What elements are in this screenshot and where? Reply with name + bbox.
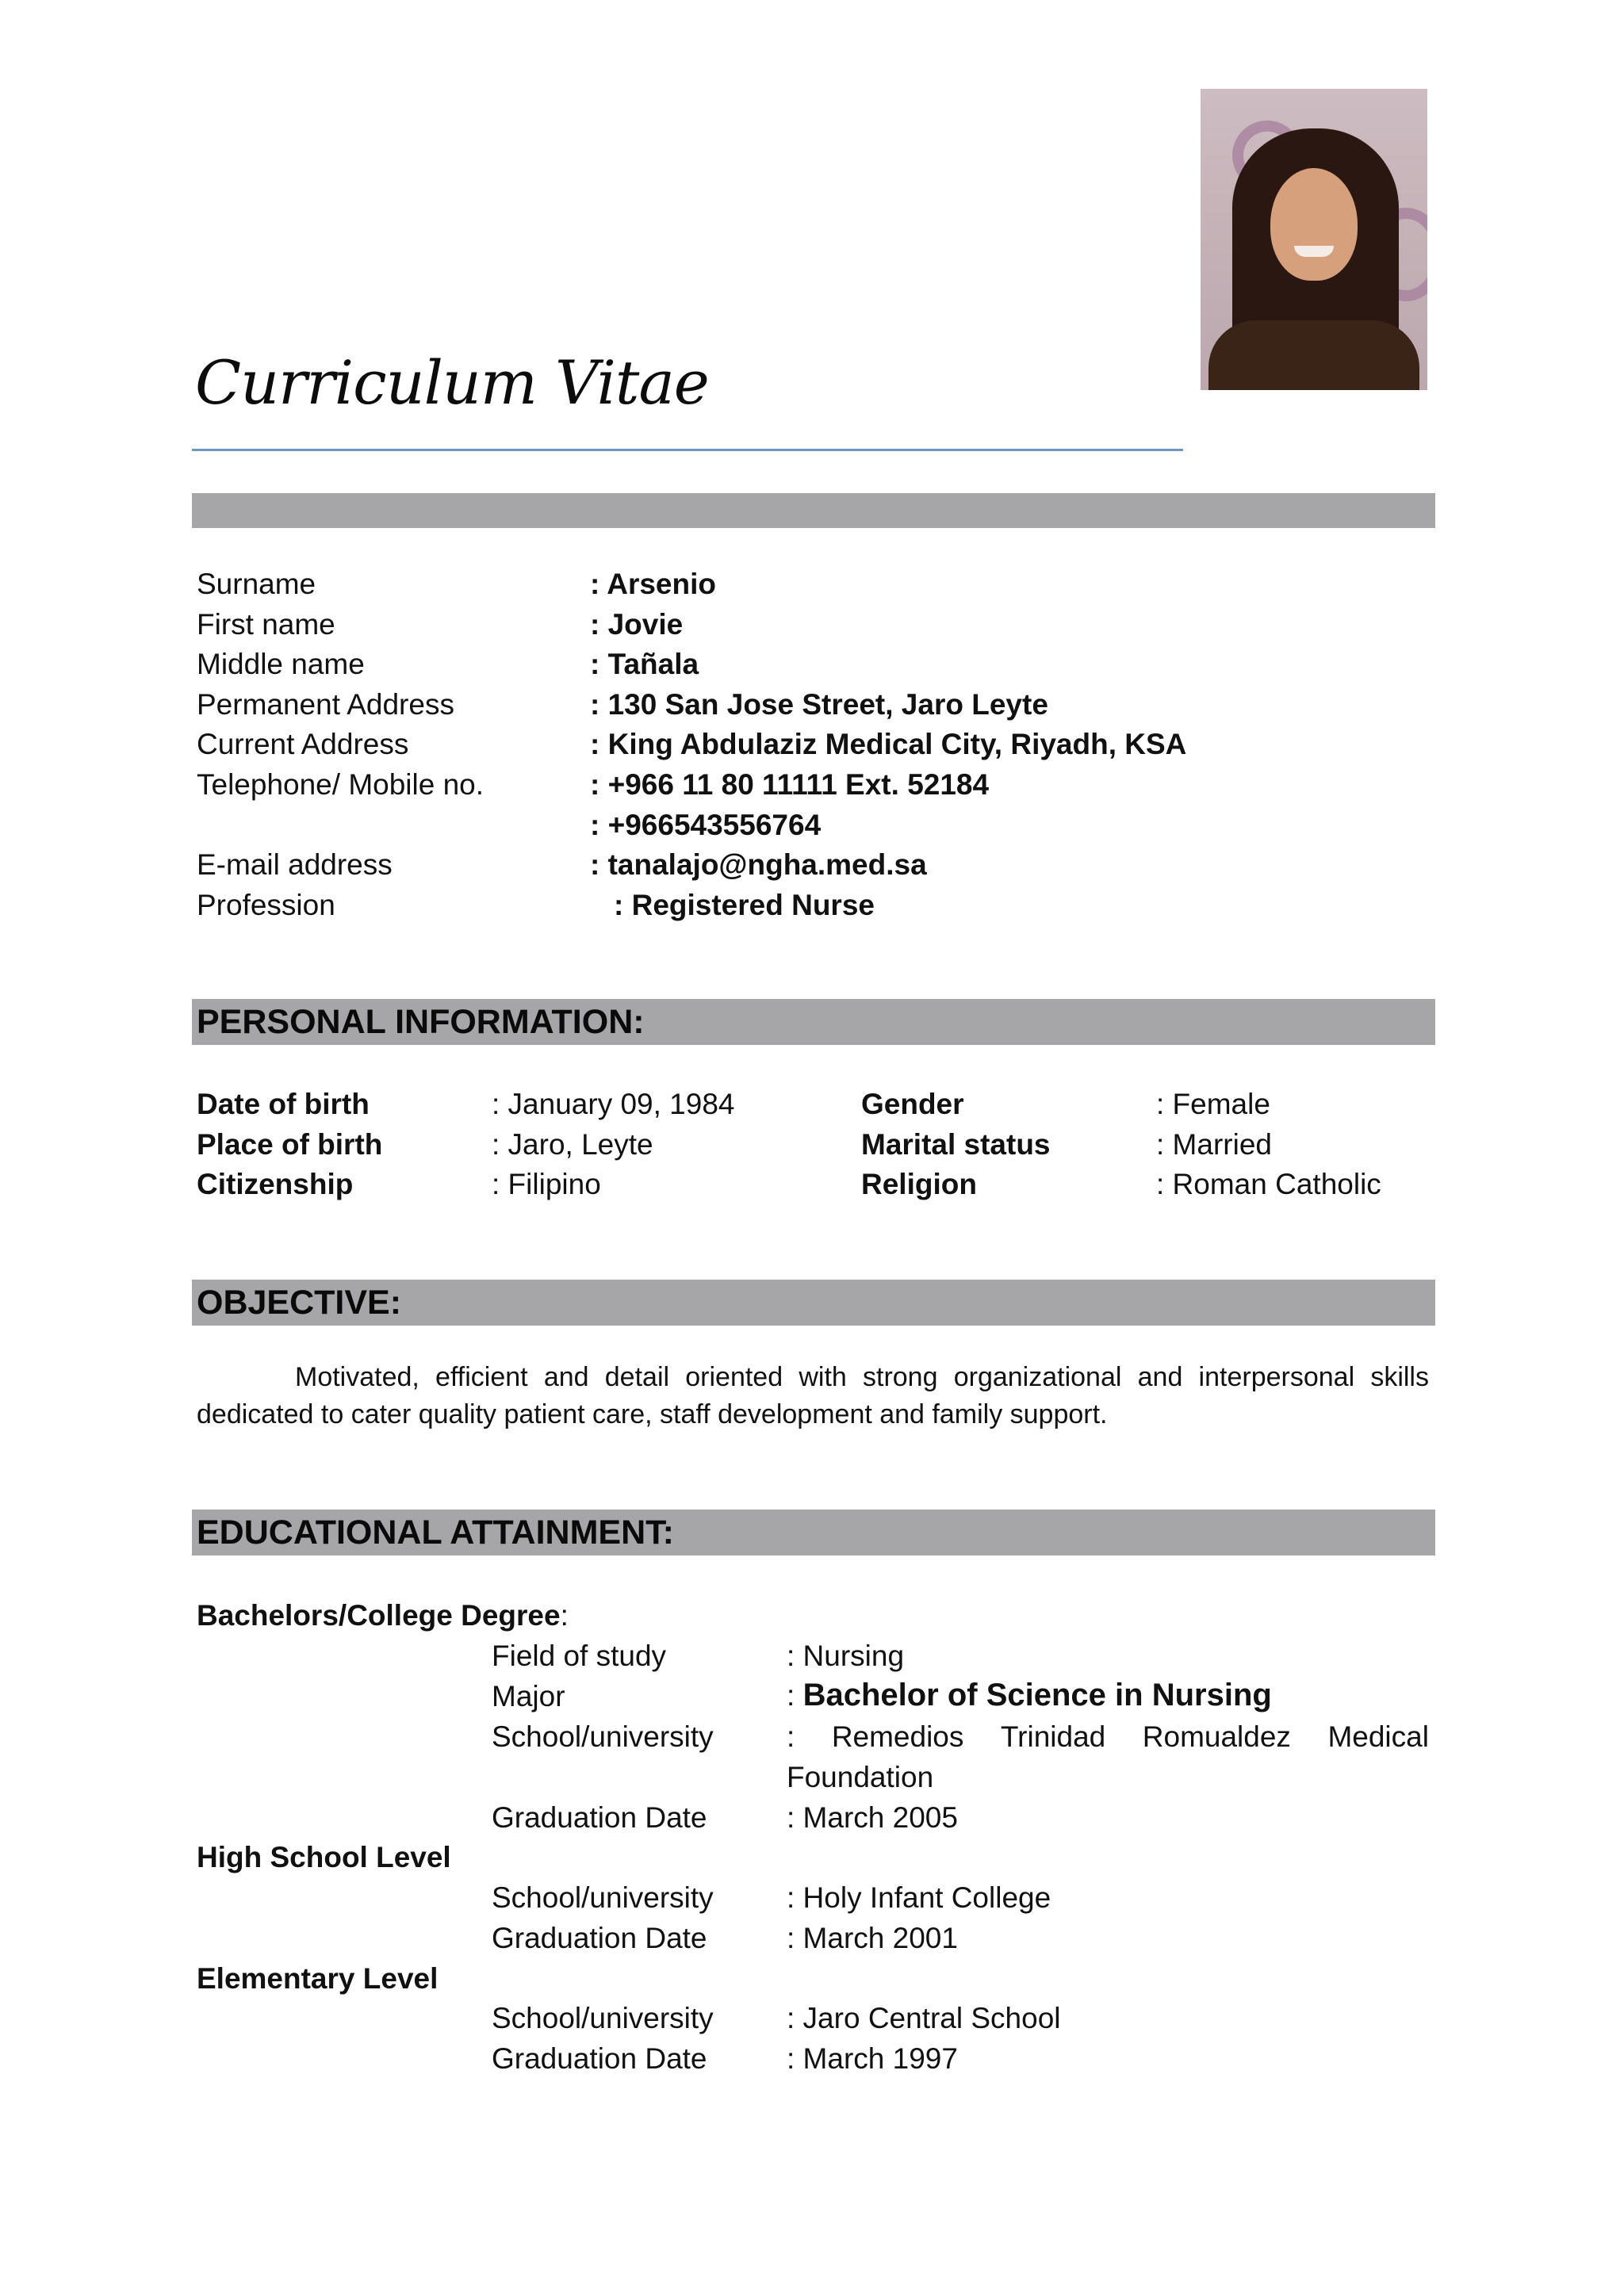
personal-value: : January 09, 1984 [492,1088,735,1120]
page-title: Curriculum Vitae [195,347,709,418]
personal-value: : Filipino [492,1168,601,1200]
college-graduation-value: : March 2005 [787,1801,958,1834]
high-school-heading: High School Level [197,1841,451,1873]
college-major-label: Major [492,1680,565,1712]
personal-value: : Roman Catholic [1156,1168,1381,1200]
contact-label: Permanent Address [197,688,454,721]
contact-value: : Jovie [590,608,684,641]
section-heading-personal [192,999,1435,1045]
contact-label: E-mail address [197,848,393,881]
section-heading-objective [192,1280,1435,1326]
elementary-heading: Elementary Level [197,1962,439,1995]
contact-label: Current Address [197,728,409,760]
elementary-graduation-value: : March 1997 [787,2042,958,2075]
title-divider [192,449,1183,451]
college-major-value: : Bachelor of Science in Nursing [787,1678,1272,1712]
contact-label: First name [197,608,335,641]
contact-value: : 130 San Jose Street, Jaro Leyte [590,688,1048,721]
elementary-graduation-label: Graduation Date [492,2042,707,2075]
contact-value: : tanalajo@ngha.med.sa [590,848,927,881]
college-heading: Bachelors/College Degree: [197,1599,569,1632]
contact-value: : King Abdulaziz Medical City, Riyadh, KSA [590,728,1187,760]
high-school-school-value: : Holy Infant College [787,1881,1051,1914]
contact-value: : +966 11 80 11111 Ext. 52184 [590,768,990,801]
high-school-school-label: School/university [492,1881,714,1914]
college-school-value-continued: Foundation [787,1761,934,1793]
contact-value: : Tañala [590,648,699,680]
contact-value: : Arsenio [590,568,716,600]
section-heading-label: EDUCATIONAL ATTAINMENT: [197,1513,674,1552]
elementary-school-value: : Jaro Central School [787,2002,1061,2034]
personal-label: Date of birth [197,1088,370,1120]
contact-label: Profession [197,889,335,921]
high-school-graduation-label: Graduation Date [492,1922,707,1954]
personal-label: Citizenship [197,1168,354,1200]
personal-label: Place of birth [197,1128,383,1161]
contact-value: : +966543556764 [590,809,822,841]
section-heading-label: OBJECTIVE: [197,1284,402,1322]
profile-photo [1201,89,1427,390]
contact-label: Middle name [197,648,365,680]
section-heading-education [192,1510,1435,1556]
objective-text: Motivated, efficient and detail oriented with strong organizational and interpersonal skills dedicated to cater quality patient care, staff development and family support. [197,1362,1429,1429]
personal-label: Marital status [861,1128,1051,1161]
college-field-value: : Nursing [787,1640,905,1672]
high-school-graduation-value: : March 2001 [787,1922,958,1954]
personal-label: Religion [861,1168,977,1200]
personal-value: : Married [1156,1128,1272,1161]
college-graduation-label: Graduation Date [492,1801,707,1834]
college-school-value: : Remedios Trinidad Romualdez Medical [787,1720,1429,1753]
college-school-label: School/university [492,1720,714,1753]
header-bar [192,493,1435,528]
personal-value: : Female [1156,1088,1270,1120]
elementary-school-label: School/university [492,2002,714,2034]
college-field-label: Field of study [492,1640,667,1672]
section-heading-label: PERSONAL INFORMATION: [197,1003,645,1041]
contact-label: Surname [197,568,316,600]
personal-label: Gender [861,1088,964,1120]
contact-label: Telephone/ Mobile no. [197,768,485,801]
contact-value: : Registered Nurse [614,889,875,921]
personal-value: : Jaro, Leyte [492,1128,653,1161]
